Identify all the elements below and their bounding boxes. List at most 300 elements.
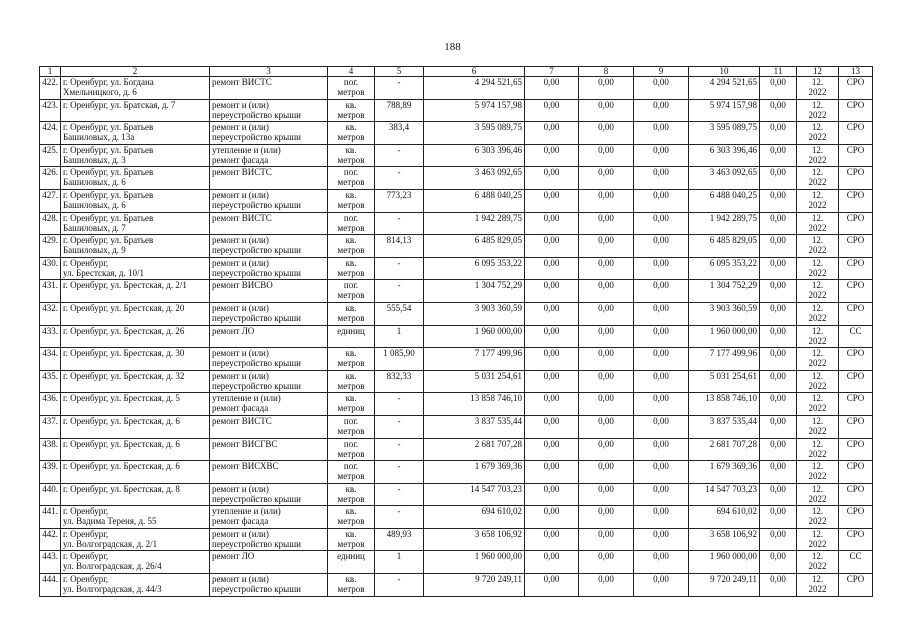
column-header-1: 1 <box>40 67 61 77</box>
row-number: 424. <box>40 122 61 145</box>
address-cell-line: г. Оренбург, <box>63 551 109 562</box>
cost-col8-cell: 0,00 <box>579 506 634 529</box>
cost-col11-cell: 0,00 <box>760 528 797 551</box>
cost-col11-cell: 0,00 <box>760 189 797 212</box>
work-type-cell-line: ремонт ВИСГВС <box>212 438 278 449</box>
cost-col10-cell: 14 547 703,23 <box>689 483 760 506</box>
work-type-cell-line: ремонт ВИСХВС <box>212 461 279 472</box>
cost-col11-cell: 0,00 <box>760 325 797 348</box>
unit-cell-line: метров <box>337 516 365 527</box>
table-row <box>40 461 873 484</box>
term-cell-line: 12. <box>811 212 824 223</box>
address-cell <box>61 122 210 145</box>
cost-col9-cell: 0,00 <box>634 235 689 258</box>
table-row <box>40 77 873 100</box>
source-cell: СРО <box>839 257 873 280</box>
unit-cell-line: кв. <box>345 574 357 585</box>
total-cost-cell: 5 974 157,98 <box>424 99 525 122</box>
table-row <box>40 167 873 190</box>
work-type-cell <box>210 325 328 348</box>
term-cell <box>797 235 839 258</box>
address-cell <box>61 257 210 280</box>
term-cell <box>797 189 839 212</box>
volume-cell: - <box>375 77 424 100</box>
address-cell-line: Башиловых, д. 13а <box>63 132 135 143</box>
address-cell-line: г. Оренбург, <box>63 574 109 585</box>
row-number: 430. <box>40 257 61 280</box>
total-cost-cell: 6 095 353,22 <box>424 257 525 280</box>
cost-col10-cell: 1 960 000,00 <box>689 325 760 348</box>
term-cell <box>797 415 839 438</box>
work-type-cell-line: ремонт и (или) <box>212 370 269 381</box>
cost-col9-cell: 0,00 <box>634 528 689 551</box>
address-cell <box>61 370 210 393</box>
unit-cell-line: пог. <box>343 461 359 472</box>
cost-col10-cell: 7 177 499,96 <box>689 348 760 371</box>
cost-col11-cell: 0,00 <box>760 438 797 461</box>
volume-cell: - <box>375 461 424 484</box>
term-cell-line: 2022 <box>808 109 827 120</box>
term-cell <box>797 77 839 100</box>
cost-col8-cell: 0,00 <box>579 574 634 597</box>
cost-col7-cell: 0,00 <box>525 257 579 280</box>
address-cell <box>61 189 210 212</box>
address-cell <box>61 506 210 529</box>
term-cell-line: 12. <box>811 99 824 110</box>
cost-col10-cell: 2 681 707,28 <box>689 438 760 461</box>
total-cost-cell: 1 679 369,36 <box>424 461 525 484</box>
cost-col9-cell: 0,00 <box>634 144 689 167</box>
term-cell-line: 12. <box>811 574 824 585</box>
term-cell-line: 2022 <box>808 199 827 210</box>
unit-cell <box>328 122 375 145</box>
address-cell-line: ул. Волгоградская, д. 44/3 <box>63 584 162 595</box>
address-cell <box>61 302 210 325</box>
work-type-cell-line: ремонт фасада <box>212 403 269 414</box>
cost-col10-cell: 694 610,02 <box>689 506 760 529</box>
work-type-cell-line: ремонт фасада <box>212 154 269 165</box>
address-cell-line: ул. Волгоградская, д. 2/1 <box>63 538 158 549</box>
work-type-cell-line: ремонт и (или) <box>212 99 269 110</box>
source-cell: СРО <box>839 302 873 325</box>
column-header-7: 7 <box>525 67 579 77</box>
term-cell-line: 2022 <box>808 380 827 391</box>
unit-cell-line: пог. <box>343 167 359 178</box>
term-cell-line: 12. <box>811 348 824 359</box>
term-cell-line: 12. <box>811 235 824 246</box>
cost-col7-cell: 0,00 <box>525 506 579 529</box>
term-cell <box>797 574 839 597</box>
unit-cell <box>328 144 375 167</box>
row-number: 425. <box>40 144 61 167</box>
address-cell <box>61 348 210 371</box>
work-type-cell-line: ремонт ВИСТС <box>212 77 272 87</box>
cost-col10-cell: 5 031 254,61 <box>689 370 760 393</box>
cost-col7-cell: 0,00 <box>525 212 579 235</box>
table-row <box>40 189 873 212</box>
table-row <box>40 302 873 325</box>
work-type-cell <box>210 302 328 325</box>
address-cell <box>61 393 210 416</box>
cost-col8-cell: 0,00 <box>579 370 634 393</box>
unit-cell <box>328 393 375 416</box>
work-type-cell <box>210 574 328 597</box>
work-type-cell-line: утепление и (или) <box>212 393 281 404</box>
volume-cell: - <box>375 438 424 461</box>
cost-col11-cell: 0,00 <box>760 370 797 393</box>
term-cell-line: 12. <box>811 551 824 562</box>
term-cell <box>797 257 839 280</box>
unit-cell <box>328 528 375 551</box>
cost-col7-cell: 0,00 <box>525 438 579 461</box>
volume-cell: 383,4 <box>375 122 424 145</box>
cost-col8-cell: 0,00 <box>579 257 634 280</box>
total-cost-cell: 13 858 746,10 <box>424 393 525 416</box>
total-cost-cell: 3 463 092,65 <box>424 167 525 190</box>
cost-col7-cell: 0,00 <box>525 483 579 506</box>
work-type-cell <box>210 122 328 145</box>
row-number: 435. <box>40 370 61 393</box>
unit-cell <box>328 99 375 122</box>
address-cell <box>61 280 210 303</box>
address-cell-line: г. Оренбург, ул. Брестская, д. 6 <box>63 415 180 426</box>
column-header-6: 6 <box>424 67 525 77</box>
cost-col10-cell: 1 304 752,29 <box>689 280 760 303</box>
cost-col8-cell: 0,00 <box>579 393 634 416</box>
unit-cell-line: метров <box>337 312 365 323</box>
total-cost-cell: 5 031 254,61 <box>424 370 525 393</box>
work-type-cell <box>210 506 328 529</box>
cost-col11-cell: 0,00 <box>760 99 797 122</box>
table-body <box>40 77 873 597</box>
row-number: 423. <box>40 99 61 122</box>
cost-col8-cell: 0,00 <box>579 528 634 551</box>
term-cell-line: 12. <box>811 257 824 268</box>
work-type-cell-line: переустройство крыши <box>212 132 301 143</box>
term-cell <box>797 302 839 325</box>
cost-col11-cell: 0,00 <box>760 77 797 100</box>
total-cost-cell: 3 595 089,75 <box>424 122 525 145</box>
term-cell <box>797 99 839 122</box>
column-header-4: 4 <box>328 67 375 77</box>
table-row <box>40 483 873 506</box>
volume-cell: 773,23 <box>375 189 424 212</box>
cost-col8-cell: 0,00 <box>579 99 634 122</box>
source-cell: СРО <box>839 167 873 190</box>
total-cost-cell: 1 960 000,00 <box>424 325 525 348</box>
column-header-2: 2 <box>61 67 210 77</box>
work-type-cell-line: переустройство крыши <box>212 199 301 210</box>
work-type-cell-line: ремонт ЛО <box>212 551 255 562</box>
volume-cell: - <box>375 212 424 235</box>
total-cost-cell: 14 547 703,23 <box>424 483 525 506</box>
address-cell-line: г. Оренбург, ул. Братьев <box>63 167 154 178</box>
address-cell-line: Башиловых, д. 6 <box>63 199 126 210</box>
work-type-cell-line: ремонт и (или) <box>212 574 269 585</box>
cost-col8-cell: 0,00 <box>579 280 634 303</box>
unit-cell <box>328 461 375 484</box>
unit-cell <box>328 506 375 529</box>
term-cell-line: 12. <box>811 438 824 449</box>
source-cell: СРО <box>839 483 873 506</box>
term-cell <box>797 461 839 484</box>
cost-col7-cell: 0,00 <box>525 235 579 258</box>
volume-cell: - <box>375 167 424 190</box>
cost-col11-cell: 0,00 <box>760 167 797 190</box>
unit-cell-line: единиц <box>337 551 365 562</box>
unit-cell <box>328 212 375 235</box>
term-cell <box>797 528 839 551</box>
work-type-cell <box>210 483 328 506</box>
term-cell <box>797 348 839 371</box>
unit-cell <box>328 348 375 371</box>
unit-cell-line: пог. <box>343 280 359 291</box>
unit-cell-line: метров <box>337 222 365 233</box>
volume-cell: 1 <box>375 551 424 574</box>
unit-cell-line: кв. <box>345 99 357 110</box>
work-type-cell-line: переустройство крыши <box>212 358 301 369</box>
term-cell <box>797 122 839 145</box>
term-cell-line: 2022 <box>808 516 827 527</box>
source-cell: СРО <box>839 122 873 145</box>
cost-col11-cell: 0,00 <box>760 235 797 258</box>
total-cost-cell: 3 658 106,92 <box>424 528 525 551</box>
cost-col11-cell: 0,00 <box>760 483 797 506</box>
cost-col8-cell: 0,00 <box>579 438 634 461</box>
unit-cell-line: пог. <box>343 77 359 87</box>
address-cell-line: г. Оренбург, ул. Брестская, д. 6 <box>63 461 180 472</box>
volume-cell: - <box>375 393 424 416</box>
term-cell-line: 12. <box>811 483 824 494</box>
cost-col7-cell: 0,00 <box>525 415 579 438</box>
address-cell-line: г. Оренбург, ул. Брестская, д. 8 <box>63 483 180 494</box>
row-number: 432. <box>40 302 61 325</box>
cost-col9-cell: 0,00 <box>634 415 689 438</box>
work-type-cell <box>210 99 328 122</box>
term-cell-line: 12. <box>811 189 824 200</box>
unit-cell-line: метров <box>337 267 365 278</box>
cost-col8-cell: 0,00 <box>579 302 634 325</box>
table-row <box>40 144 873 167</box>
work-type-cell <box>210 461 328 484</box>
term-cell-line: 2022 <box>808 154 827 165</box>
address-cell <box>61 77 210 100</box>
term-cell-line: 2022 <box>808 584 827 595</box>
work-type-cell <box>210 528 328 551</box>
address-cell-line: г. Оренбург, ул. Братьев <box>63 235 154 246</box>
address-cell <box>61 438 210 461</box>
unit-cell-line: метров <box>337 493 365 504</box>
total-cost-cell: 694 610,02 <box>424 506 525 529</box>
cost-col7-cell: 0,00 <box>525 551 579 574</box>
table-row <box>40 212 873 235</box>
source-cell: СРО <box>839 189 873 212</box>
row-number: 428. <box>40 212 61 235</box>
unit-cell <box>328 77 375 100</box>
work-type-cell-line: ремонт ВИСТС <box>212 415 272 426</box>
table-row <box>40 99 873 122</box>
row-number: 431. <box>40 280 61 303</box>
total-cost-cell: 1 304 752,29 <box>424 280 525 303</box>
cost-col9-cell: 0,00 <box>634 189 689 212</box>
cost-col9-cell: 0,00 <box>634 506 689 529</box>
unit-cell <box>328 167 375 190</box>
term-cell-line: 2022 <box>808 403 827 414</box>
unit-cell-line: кв. <box>345 122 357 133</box>
cost-col10-cell: 3 463 092,65 <box>689 167 760 190</box>
unit-cell-line: кв. <box>345 393 357 404</box>
address-cell-line: г. Оренбург, ул. Брестская, д. 30 <box>63 348 185 359</box>
column-header-11: 11 <box>760 67 797 77</box>
unit-cell-line: метров <box>337 403 365 414</box>
cost-col7-cell: 0,00 <box>525 370 579 393</box>
row-number: 429. <box>40 235 61 258</box>
cost-col7-cell: 0,00 <box>525 461 579 484</box>
unit-cell-line: кв. <box>345 528 357 539</box>
address-cell-line: Башиловых, д. 3 <box>63 154 126 165</box>
cost-col7-cell: 0,00 <box>525 574 579 597</box>
term-cell-line: 12. <box>811 393 824 404</box>
unit-cell-line: метров <box>337 358 365 369</box>
term-cell <box>797 506 839 529</box>
total-cost-cell: 6 488 040,25 <box>424 189 525 212</box>
row-number: 443. <box>40 551 61 574</box>
register-table <box>39 66 873 597</box>
unit-cell-line: кв. <box>345 189 357 200</box>
table-row <box>40 438 873 461</box>
work-type-cell-line: переустройство крыши <box>212 584 301 595</box>
cost-col10-cell: 1 960 000,00 <box>689 551 760 574</box>
work-type-cell-line: ремонт и (или) <box>212 257 269 268</box>
address-cell <box>61 167 210 190</box>
cost-col11-cell: 0,00 <box>760 212 797 235</box>
cost-col7-cell: 0,00 <box>525 325 579 348</box>
cost-col11-cell: 0,00 <box>760 257 797 280</box>
address-cell-line: г. Оренбург, <box>63 257 109 268</box>
cost-col10-cell: 3 903 360,59 <box>689 302 760 325</box>
work-type-cell-line: переустройство крыши <box>212 493 301 504</box>
row-number: 444. <box>40 574 61 597</box>
table-row <box>40 551 873 574</box>
volume-cell: 788,89 <box>375 99 424 122</box>
term-cell-line: 2022 <box>808 493 827 504</box>
cost-col9-cell: 0,00 <box>634 438 689 461</box>
source-cell: СРО <box>839 144 873 167</box>
source-cell: СРО <box>839 393 873 416</box>
cost-col8-cell: 0,00 <box>579 235 634 258</box>
volume-cell: - <box>375 144 424 167</box>
unit-cell-line: кв. <box>345 370 357 381</box>
total-cost-cell: 6 303 396,46 <box>424 144 525 167</box>
term-cell <box>797 551 839 574</box>
table-row <box>40 506 873 529</box>
cost-col11-cell: 0,00 <box>760 506 797 529</box>
source-cell: СРО <box>839 415 873 438</box>
address-cell-line: г. Оренбург, ул. Брестская, д. 32 <box>63 370 185 381</box>
cost-col9-cell: 0,00 <box>634 370 689 393</box>
cost-col10-cell: 1 942 289,75 <box>689 212 760 235</box>
address-cell-line: г. Оренбург, ул. Братьев <box>63 122 154 133</box>
volume-cell: 1 <box>375 325 424 348</box>
table-row <box>40 528 873 551</box>
unit-cell-line: метров <box>337 380 365 391</box>
address-cell-line: г. Оренбург, ул. Братьев <box>63 144 154 155</box>
term-cell-line: 2022 <box>808 222 827 233</box>
address-cell <box>61 483 210 506</box>
unit-cell-line: метров <box>337 132 365 143</box>
unit-cell-line: пог. <box>343 415 359 426</box>
address-cell-line: г. Оренбург, ул. Братьев <box>63 189 154 200</box>
address-cell-line: г. Оренбург, ул. Братьев <box>63 212 154 223</box>
work-type-cell-line: ремонт ВИСТС <box>212 212 272 223</box>
cost-col9-cell: 0,00 <box>634 483 689 506</box>
cost-col10-cell: 13 858 746,10 <box>689 393 760 416</box>
term-cell <box>797 325 839 348</box>
term-cell <box>797 167 839 190</box>
term-cell <box>797 212 839 235</box>
term-cell-line: 12. <box>811 77 824 87</box>
work-type-cell <box>210 415 328 438</box>
unit-cell-line: пог. <box>343 212 359 223</box>
work-type-cell-line: ремонт ЛО <box>212 325 255 336</box>
work-type-cell <box>210 370 328 393</box>
work-type-cell-line: ремонт ВИСВО <box>212 280 273 291</box>
total-cost-cell: 4 294 521,65 <box>424 77 525 100</box>
work-type-cell-line: ремонт и (или) <box>212 483 269 494</box>
row-number: 422. <box>40 77 61 100</box>
source-cell: СРО <box>839 99 873 122</box>
unit-cell <box>328 438 375 461</box>
cost-col8-cell: 0,00 <box>579 122 634 145</box>
address-cell-line: ул. Волгоградская, д. 26/4 <box>63 561 162 572</box>
table-row <box>40 415 873 438</box>
unit-cell-line: пог. <box>343 438 359 449</box>
cost-col9-cell: 0,00 <box>634 212 689 235</box>
work-type-cell <box>210 189 328 212</box>
address-cell-line: Башиловых, д. 7 <box>63 222 126 233</box>
term-cell-line: 2022 <box>808 87 827 97</box>
term-cell-line: 2022 <box>808 290 827 301</box>
address-cell <box>61 235 210 258</box>
cost-col11-cell: 0,00 <box>760 348 797 371</box>
cost-col9-cell: 0,00 <box>634 461 689 484</box>
unit-cell <box>328 551 375 574</box>
term-cell-line: 12. <box>811 325 824 336</box>
total-cost-cell: 9 720 249,11 <box>424 574 525 597</box>
total-cost-cell: 7 177 499,96 <box>424 348 525 371</box>
cost-col8-cell: 0,00 <box>579 189 634 212</box>
source-cell: СРО <box>839 574 873 597</box>
row-number: 436. <box>40 393 61 416</box>
unit-cell-line: кв. <box>345 302 357 313</box>
term-cell-line: 2022 <box>808 448 827 459</box>
table-row <box>40 122 873 145</box>
unit-cell-line: кв. <box>345 144 357 155</box>
term-cell-line: 2022 <box>808 425 827 436</box>
cost-col9-cell: 0,00 <box>634 348 689 371</box>
cost-col10-cell: 5 974 157,98 <box>689 99 760 122</box>
column-header-8: 8 <box>579 67 634 77</box>
row-number: 427. <box>40 189 61 212</box>
cost-col7-cell: 0,00 <box>525 348 579 371</box>
cost-col7-cell: 0,00 <box>525 99 579 122</box>
volume-cell: 1 085,90 <box>375 348 424 371</box>
work-type-cell-line: ремонт и (или) <box>212 528 269 539</box>
unit-cell <box>328 483 375 506</box>
volume-cell: 555,54 <box>375 302 424 325</box>
table-row <box>40 235 873 258</box>
total-cost-cell: 1 960 000,00 <box>424 551 525 574</box>
